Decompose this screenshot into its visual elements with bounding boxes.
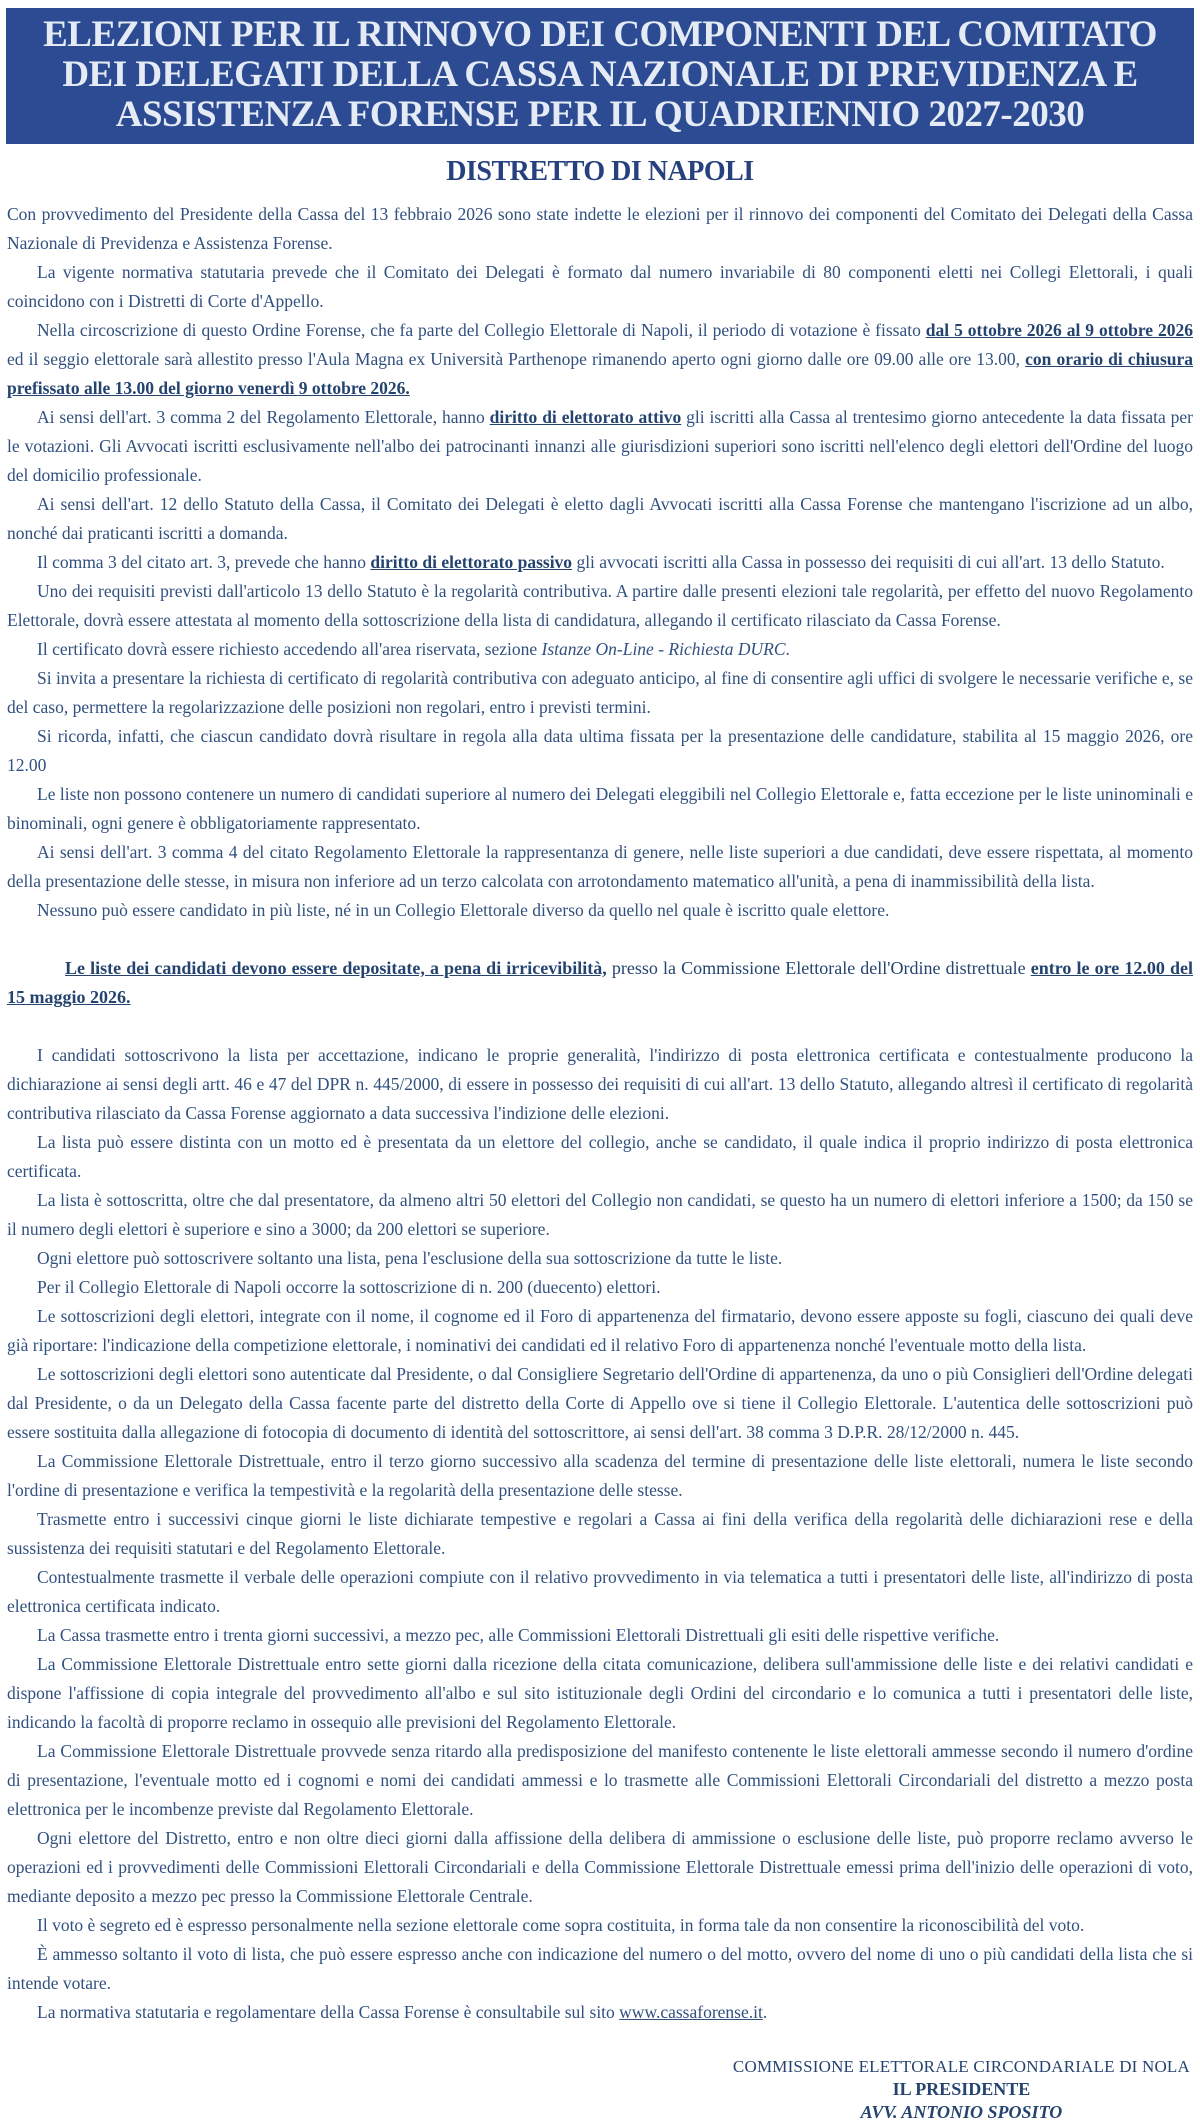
- text-run: con orario di chiusura prefissato alle 13.00 del giorno venerdì 9 ottobre 2026.: [7, 349, 1194, 398]
- title-line: ELEZIONI PER IL RINNOVO DEI COMPONENTI DEL COMITATO: [43, 14, 1157, 55]
- text-run: Contestualmente trasmette il verbale delle operazioni compiute con il relativo provvedimento in via telematica a tutti i presentatori delle liste, all'indirizzo di posta elettronica certificata indicato.: [7, 1567, 1193, 1616]
- body-paragraph: [7, 258, 1193, 316]
- text-run: Uno dei requisiti previsti dall'articolo 13 dello Statuto è la regolarità contributiva. A partire dalle presenti elezioni tale regolarità, per effetto del nuovo Regolamento Elettorale, dovrà essere attestata al momento della sottoscrizione della lista di candidatura, allegando il certificato rilasciato da Cassa Forense.: [7, 581, 1193, 630]
- body-paragraph: [7, 1360, 1193, 1447]
- deposit-deadline-paragraph: [7, 954, 1193, 1012]
- body-paragraph: [7, 1041, 1193, 1128]
- text-run: Nella circoscrizione di questo Ordine Forense, che fa parte del Collegio Elettorale di Napoli, il periodo di votazione è fissato: [37, 320, 926, 340]
- body-paragraph: [7, 838, 1193, 896]
- text-run: Si invita a presentare la richiesta di certificato di regolarità contributiva con adeguato anticipo, al fine di consentire agli uffici di svolgere le necessarie verifiche e, se del caso, permettere la regolarizzazione delle posizioni non regolari, entro i previsti termini.: [7, 668, 1193, 717]
- text-run: La normativa statutaria e regolamentare della Cassa Forense è consultabile sul sito: [37, 2002, 620, 2022]
- body-paragraph: [7, 1447, 1193, 1505]
- text-run: Ogni elettore può sottoscrivere soltanto una lista, pena l'esclusione della sua sottoscrizione da tutte le liste.: [37, 1248, 783, 1268]
- body-paragraph: [7, 1273, 1193, 1302]
- document-body: [7, 200, 1193, 2027]
- cassaforense-link[interactable]: www.cassaforense.it: [619, 2002, 763, 2022]
- body-paragraph: [7, 1621, 1193, 1650]
- text-run: gli iscritti alla Cassa al trentesimo giorno antecedente la data fissata per le votazioni. Gli Avvocati iscritti esclusivamente nell'albo dei patrocinanti innanzi alle giurisdizioni superiori sono iscritti nell'elenco degli elettori dell'Ordine del luogo del domicilio professionale.: [7, 407, 1194, 485]
- text-run: La Cassa trasmette entro i trenta giorni successivi, a mezzo pec, alle Commissioni Elettorali Distrettuali gli esiti delle rispettive verifiche.: [37, 1625, 1000, 1645]
- body-paragraph: [7, 1244, 1193, 1273]
- body-paragraph: [7, 635, 1193, 664]
- text-run: È ammesso soltanto il voto di lista, che può essere espresso anche con indicazione del numero o del motto, ovvero del nome di uno o più candidati della lista che si intende votare.: [7, 1944, 1193, 1993]
- text-run: Si ricorda, infatti, che ciascun candidato dovrà risultare in regola alla data ultima fissata per la presentazione delle candidature, stabilita al 15 maggio 2026, ore 12.00: [7, 726, 1193, 775]
- body-paragraph: [7, 490, 1193, 548]
- text-run: La Commissione Elettorale Distrettuale provvede senza ritardo alla predisposizione del manifesto contenente le liste elettorali ammesse secondo il numero d'ordine di presentazione, l'eventuale motto ed i cognomi e nomi dei candidati ammessi e lo trasmette alle Commissioni Elettorali Circondariali del distretto a mezzo posta elettronica per le incombenze previste dal Regolamento Elettorale.: [7, 1741, 1193, 1819]
- text-run: diritto di elettorato passivo: [370, 552, 573, 572]
- body-paragraph: [7, 780, 1193, 838]
- text-run: La Commissione Elettorale Distrettuale, entro il terzo giorno successivo alla scadenza del termine di presentazione delle liste elettorali, numera le liste secondo l'ordine di presentazione e verifica la tempestività e la regolarità della presentazione delle stesse.: [7, 1451, 1193, 1500]
- text-run: Ai sensi dell'art. 12 dello Statuto della Cassa, il Comitato dei Delegati è eletto dagli Avvocati iscritti alla Cassa Forense che mantengano l'iscrizione ad un albo, nonché dai praticanti iscritti a domanda.: [7, 494, 1193, 543]
- text-run: La lista è sottoscritta, oltre che dal presentatore, da almeno altri 50 elettori del Collegio non candidati, se questo ha un numero di elettori inferiore a 1500; da 150 se il numero degli elettori è superiore e sino a 3000; da 200 elettori se superiore.: [7, 1190, 1193, 1239]
- body-paragraph: [7, 403, 1193, 490]
- text-run: Per il Collegio Elettorale di Napoli occorre la sottoscrizione di n. 200 (duecento) elettori.: [37, 1277, 661, 1297]
- body-paragraph: [7, 1650, 1193, 1737]
- signature-block: [733, 2055, 1190, 2124]
- body-paragraph: [7, 577, 1193, 635]
- text-run: Le sottoscrizioni degli elettori, integrate con il nome, il cognome ed il Foro di appartenenza del firmatario, devono essere apposte su fogli, ciascuno dei quali deve già riportare: l'indicazione della competizione elettorale, i nominativi dei candidati ed il relativo Foro di appartenenza nonché l'eventuale motto della lista.: [7, 1306, 1193, 1355]
- text-run: Il certificato dovrà essere richiesto accedendo all'area riservata, sezione: [37, 639, 542, 659]
- body-paragraph: [7, 1302, 1193, 1360]
- text-run: Il voto è segreto ed è espresso personalmente nella sezione elettorale come sopra costituita, in forma tale da non consentire la riconoscibilità del voto.: [37, 1915, 1085, 1935]
- text-run: gli avvocati iscritti alla Cassa in possesso dei requisiti di cui all'art. 13 dello Statuto.: [572, 552, 1165, 572]
- body-paragraph: [7, 896, 1193, 925]
- text-run: I candidati sottoscrivono la lista per accettazione, indicano le proprie generalità, l'indirizzo di posta elettronica certificata e contestualmente producono la dichiarazione ai sensi degli artt. 46 e 47 del DPR n. 445/2000, di essere in possesso dei requisiti di cui all'art. 13 dello Statuto, allegando altresì il certificato di regolarità contributiva rilasciato da Cassa Forense aggiornato a data successiva l'indizione delle elezioni.: [7, 1045, 1193, 1123]
- text-run: .: [785, 639, 790, 659]
- text-run: diritto di elettorato attivo: [489, 407, 682, 427]
- text-run: Le liste dei candidati devono essere depositate, a pena di irricevibilità,: [65, 958, 607, 978]
- body-paragraph: [7, 1128, 1193, 1186]
- body-paragraph: [7, 316, 1193, 403]
- text-run: .: [762, 2002, 768, 2022]
- body-paragraph: [7, 200, 1193, 258]
- text-run: Trasmette entro i successivi cinque giorni le liste dichiarate tempestive e regolari a Cassa ai fini della verifica della regolarità delle dichiarazioni rese e della sussistenza dei requisiti statutari e del Regolamento Elettorale.: [7, 1509, 1193, 1558]
- election-notice-document: [0, 8, 1200, 2122]
- text-run: La lista può essere distinta con un motto ed è presentata da un elettore del collegio, anche se candidato, il quale indica il proprio indirizzo di posta elettronica certificata.: [7, 1132, 1193, 1181]
- text-run: entro le ore 12.00 del 15 maggio 2026.: [7, 958, 1193, 1007]
- body-paragraph: [7, 1940, 1193, 1998]
- text-run: Con provvedimento del Presidente della Cassa del 13 febbraio 2026 sono state indette le elezioni per il rinnovo dei componenti del Comitato dei Delegati della Cassa Nazionale di Previdenza e Assistenza Forense.: [7, 204, 1193, 253]
- text-run: Il comma 3 del citato art. 3, prevede che hanno: [37, 552, 371, 572]
- body-paragraph: [7, 1186, 1193, 1244]
- body-paragraph: [7, 1505, 1193, 1563]
- text-run: Ai sensi dell'art. 3 comma 2 del Regolamento Elettorale, hanno: [37, 407, 490, 427]
- title-line: DEI DELEGATI DELLA CASSA NAZIONALE DI PREVIDENZA E: [62, 54, 1138, 95]
- text-run: Le liste non possono contenere un numero di candidati superiore al numero dei Delegati eleggibili nel Collegio Elettorale e, fatta eccezione per le liste uninominali e binominali, ogni genere è obbligatoriamente rappresentato.: [7, 784, 1193, 833]
- text-run: presso la Commissione Elettorale dell'Ordine distrettuale: [606, 958, 1031, 978]
- body-paragraph: [7, 664, 1193, 722]
- district-subtitle: DISTRETTO DI NAPOLI: [446, 156, 754, 187]
- body-paragraph: [7, 1824, 1193, 1911]
- text-run: dal 5 ottobre 2026 al 9 ottobre 2026: [925, 320, 1193, 340]
- president-title: IL PRESIDENTE: [892, 2079, 1031, 2099]
- text-run: Ai sensi dell'art. 3 comma 4 del citato Regolamento Elettorale la rappresentanza di genere, nelle liste superiori a due candidati, deve essere rispettata, al momento della presentazione delle stesse, in misura non inferiore ad un terzo calcolata con arrotondamento matematico all'unità, a pena di inammissibilità della lista.: [7, 842, 1193, 891]
- body-paragraph: [7, 1737, 1193, 1824]
- commission-name: COMMISSIONE ELETTORALE CIRCONDARIALE DI NOLA: [732, 2057, 1190, 2076]
- body-paragraph: [7, 722, 1193, 780]
- text-run: La vigente normativa statutaria prevede che il Comitato dei Delegati è formato dal numero invariabile di 80 componenti eletti nei Collegi Elettorali, i quali coincidono con i Distretti di Corte d'Appello.: [7, 262, 1193, 311]
- president-name: AVV. ANTONIO SPOSITO: [860, 2102, 1063, 2122]
- title-line: ASSISTENZA FORENSE PER IL QUADRIENNIO 2027-2030: [115, 94, 1085, 135]
- body-paragraph: [7, 1563, 1193, 1621]
- text-run: Ogni elettore del Distretto, entro e non oltre dieci giorni dalla affissione della delibera di ammissione o esclusione delle liste, può proporre reclamo avverso le operazioni ed i provvedimenti delle Commissioni Elettorali Circondariali e della Commissione Elettorale Distrettuale emessi prima dell'inizio delle operazioni di voto, mediante deposito a mezzo pec presso la Commissione Elettorale Centrale.: [7, 1828, 1193, 1906]
- text-run: Nessuno può essere candidato in più liste, né in un Collegio Elettorale diverso da quello nel quale è iscritto quale elettore.: [37, 900, 890, 920]
- body-paragraph: [7, 1998, 1193, 2027]
- text-run: Le sottoscrizioni degli elettori sono autenticate dal Presidente, o dal Consigliere Segretario dell'Ordine di appartenenza, da uno o più Consiglieri dell'Ordine delegati dal Presidente, o da un Delegato della Cassa facente parte del distretto della Corte di Appello ove si tiene il Collegio Elettorale. L'autentica delle sottoscrizioni può essere sostituita dalla allegazione di fotocopia di documento di identità del sottoscrittore, ai sensi dell'art. 38 comma 3 D.P.R. 28/12/2000 n. 445.: [7, 1364, 1193, 1442]
- body-paragraph: [7, 1911, 1193, 1940]
- text-run: La Commissione Elettorale Distrettuale entro sette giorni dalla ricezione della citata comunicazione, delibera sull'ammissione delle liste e dei relativi candidati e dispone l'affissione di copia integrale del provvedimento all'albo e sul sito istituzionale degli Ordini del circondario e lo comunica a tutti i presentatori delle liste, indicando la facoltà di proporre reclamo in ossequio alle previsioni del Regolamento Elettorale.: [7, 1654, 1193, 1732]
- header-banner: [6, 8, 1194, 144]
- text-run: Istanze On-Line - Richiesta DURC: [541, 639, 786, 659]
- text-run: ed il seggio elettorale sarà allestito presso l'Aula Magna ex Università Parthenope rimanendo aperto ogni giorno dalle ore 09.00 alle ore 13.00,: [7, 349, 1026, 369]
- body-paragraph: [7, 548, 1193, 577]
